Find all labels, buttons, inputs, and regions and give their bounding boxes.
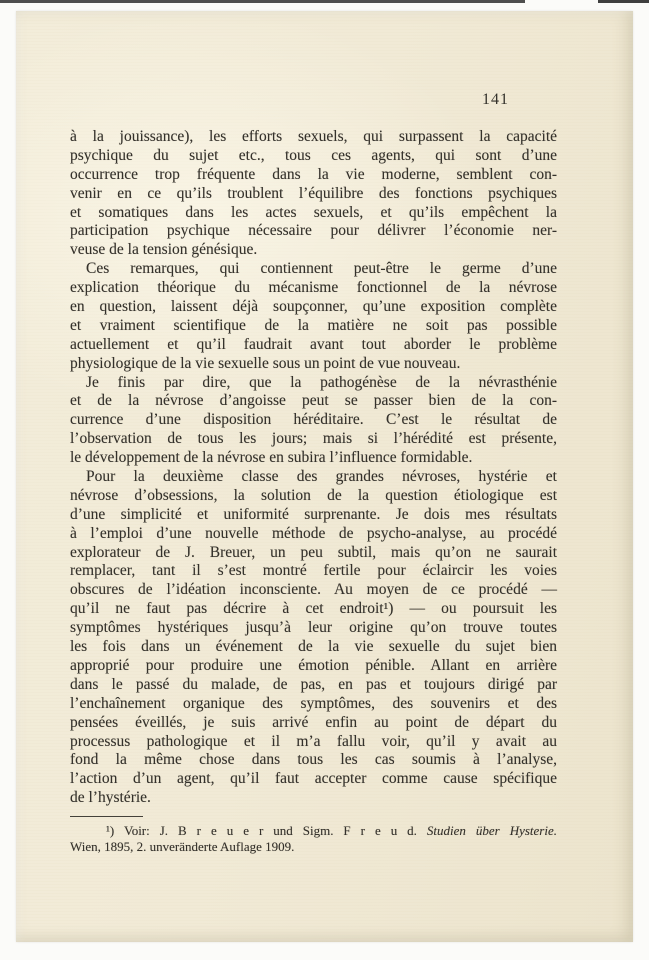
text-line: physiologique de la vie sexuelle sous un point de vue nouveau.: [70, 354, 461, 372]
text-line: qu’il ne faut pas décrire à cet endroit¹) — ou poursuit les: [70, 600, 557, 618]
text-line: Ces remarques, qui contiennent peut-être le germe d’une: [86, 260, 557, 278]
text-line: actuellement et qu’il faudrait avant tout aborder le problème: [70, 335, 557, 353]
text-line: Pour la deuxième classe des grandes névroses, hystérie et: [86, 468, 557, 486]
text-line: explication théorique du mécanisme fonctionnel de la névrose: [70, 279, 557, 297]
page-number: 141: [482, 91, 509, 108]
text-line: les fois dans un événement de la vie sexuelle du sujet bien: [70, 638, 557, 656]
text-line: l’observation de tous les jours; mais si l’hérédité est présente,: [70, 430, 557, 448]
footnote-book-title: Studien über Hysterie.: [426, 823, 557, 839]
text-line: participation psychique nécessaire pour délivrer l’économie ner-: [70, 222, 557, 240]
scan-edge-artifact-right: [598, 0, 649, 3]
text-line: explorateur de J. Breuer, un peu subtil, mais qu’on ne saurait: [70, 543, 557, 561]
footnote-line-1: [70, 823, 557, 839]
text-line: fond la même chose dans tous les cas soumis à l’analyse,: [70, 751, 557, 769]
text-line: de l’hystérie.: [70, 789, 151, 807]
text-line: et vraiment scientifique de la matière ne soit pas possible: [70, 316, 557, 334]
text-line: symptômes hystériques jusqu’à leur origine qu’on trouve toutes: [70, 619, 557, 637]
text-line: l’enchaînement organique des symptômes, des souvenirs et des: [70, 694, 557, 712]
footnote-reference-text: Voir: J. B r e u e r und Sigm. F r e u d.: [123, 823, 417, 839]
text-line: le développement de la névrose en subira l’influence formidable.: [70, 449, 473, 467]
text-line: currence d’une disposition héréditaire. C’est le résultat de: [70, 411, 557, 429]
text-line: et de la névrose d’angoisse peut se passer bien de la con-: [70, 392, 557, 410]
text-line: l’action d’un agent, qu’il faut accepter comme cause spécifique: [70, 770, 557, 788]
text-line: à l’emploi d’une nouvelle méthode de psycho-analyse, au procédé: [70, 524, 557, 542]
text-line: Je finis par dire, que la pathogénèse de la névrasthénie: [86, 373, 557, 391]
text-line: d’une simplicité et uniformité surprenante. Je dois mes résultats: [70, 505, 557, 523]
footnote-separator: [70, 816, 143, 817]
text-line: névrose d’obsessions, la solution de la question étiologique est: [70, 486, 557, 504]
text-line: approprié pour produire une émotion pénible. Allant en arrière: [70, 656, 557, 674]
text-line: dans le passé du malade, de pas, en pas et toujours dirigé par: [70, 675, 557, 693]
text-line: occurrence trop fréquente dans la vie moderne, semblent con-: [70, 165, 557, 183]
book-page: [16, 11, 633, 942]
text-line: et somatiques dans les actes sexuels, et qu’ils empêchent la: [70, 203, 557, 221]
scan-edge-artifact-left: [0, 0, 525, 3]
body-text: [70, 128, 557, 808]
footnote: [70, 823, 557, 854]
text-line: obscures de l’idéation inconsciente. Au moyen de ce procédé —: [70, 581, 557, 599]
text-line: à la jouissance), les efforts sexuels, qui surpassent la capacité: [70, 128, 557, 145]
page-content: [70, 128, 557, 854]
text-line: veuse de la tension génésique.: [70, 241, 258, 259]
footnote-line-2: Wien, 1895, 2. unveränderte Auflage 1909.: [70, 838, 295, 854]
text-line: processus pathologique et il m’a fallu voir, qu’il y avait au: [70, 732, 557, 750]
text-line: remplacer, tant il s’est montré fertile pour éclaircir les voies: [70, 562, 557, 580]
text-line: venir en ce qu’ils troublent l’équilibre des fonctions psychiques: [70, 184, 557, 202]
text-line: pensées éveillés, je suis arrivé enfin au point de départ du: [70, 713, 557, 731]
text-line: psychique du sujet etc., tous ces agents, qui sont d’une: [70, 146, 557, 164]
footnote-marker: ¹): [106, 823, 115, 839]
text-line: en question, laissent déjà soupçonner, qu’une exposition complète: [70, 298, 557, 316]
